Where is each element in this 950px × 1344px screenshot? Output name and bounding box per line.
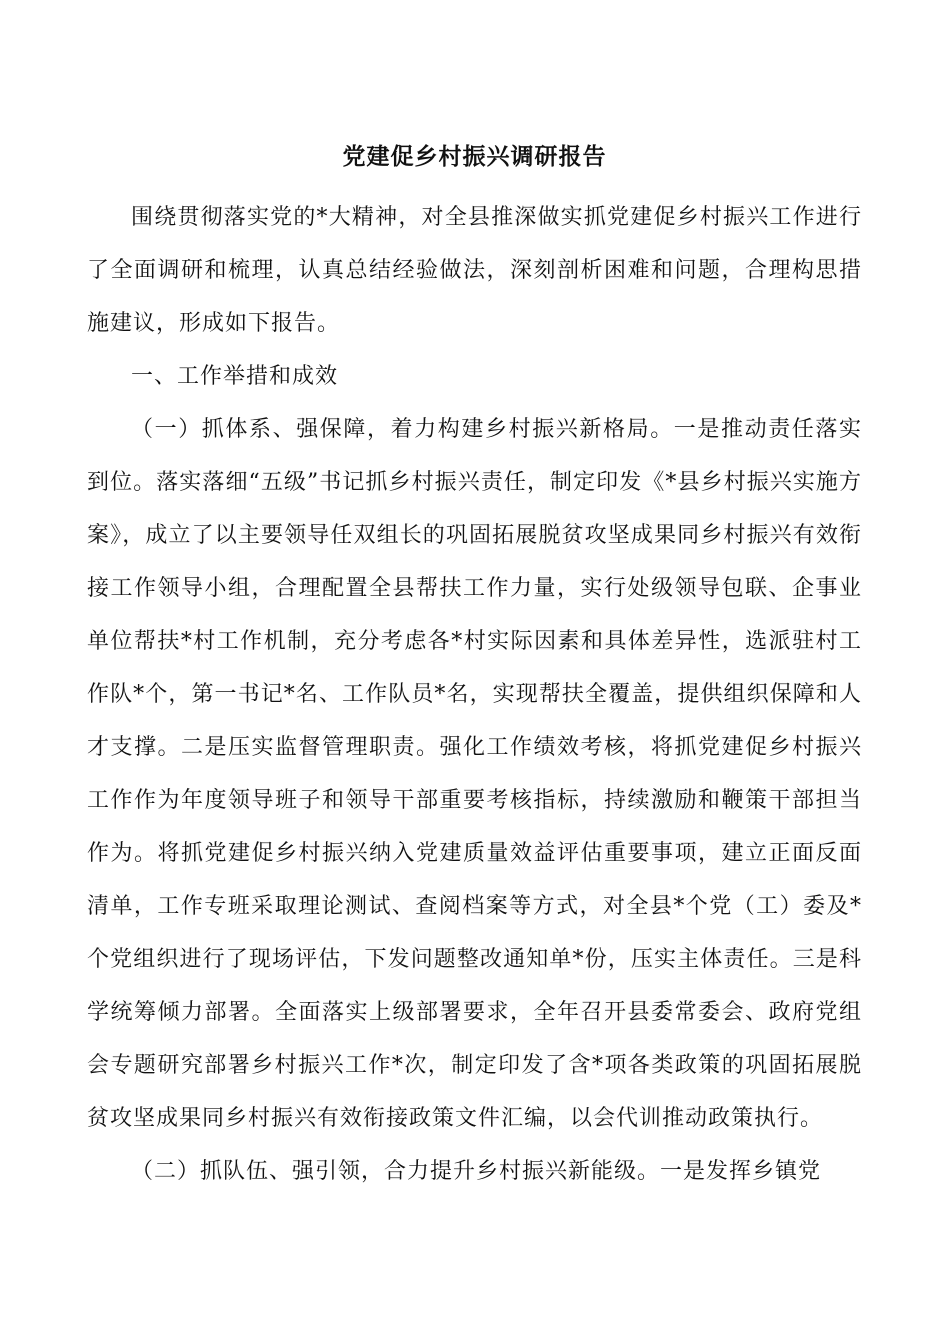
body-paragraph-1: （一）抓体系、强保障，着力构建乡村振兴新格局。一是推动责任落实到位。落实落细“五级”书记抓乡村振兴责任，制定印发《*县乡村振兴实施方案》，成立了以主要领导任双组长的巩固拓展脱贫攻坚成果同乡村振兴有效衔接工作领导小组，合理配置全县帮扶工作力量，实行处级领导包联、企事业单位帮扶*村工作机制，充分考虑各*村实际因素和具体差异性，选派驻村工作队*个，第一书记*名、工作队员*名，实现帮扶全覆盖，提供组织保障和人才支撑。二是压实监督管理职责。强化工作绩效考核，将抓党建促乡村振兴工作作为年度领导班子和领导干部重要考核指标，持续激励和鞭策干部担当作为。将抓党建促乡村振兴纳入党建质量效益评估重要事项，建立正面反面清单，工作专班采取理论测试、查阅档案等方式，对全县*个党（工）委及*个党组织进行了现场评估，下发问题整改通知单*份，压实主体责任。三是科学统筹倾力部署。全面落实上级部署要求，全年召开县委常委会、政府党组会专题研究部署乡村振兴工作*次，制定印发了含*项各类政策的巩固拓展脱贫攻坚成果同乡村振兴有效衔接政策文件汇编，以会代训推动政策执行。	[87, 417, 862, 1131]
section-heading: 一、工作举措和成效	[131, 364, 339, 389]
document-title: 党建促乡村振兴调研报告	[342, 143, 607, 170]
body-paragraph-2: （二）抓队伍、强引领，合力提升乡村振兴新能级。一是发挥乡镇党	[131, 1159, 822, 1184]
document-body	[87, 137, 862, 1198]
intro-paragraph: 围绕贯彻落实党的*大精神，对全县推深做实抓党建促乡村振兴工作进行了全面调研和梳理，认真总结经验做法，深刻剖析困难和问题，合理构思措施建议，形成如下报告。	[87, 205, 862, 336]
